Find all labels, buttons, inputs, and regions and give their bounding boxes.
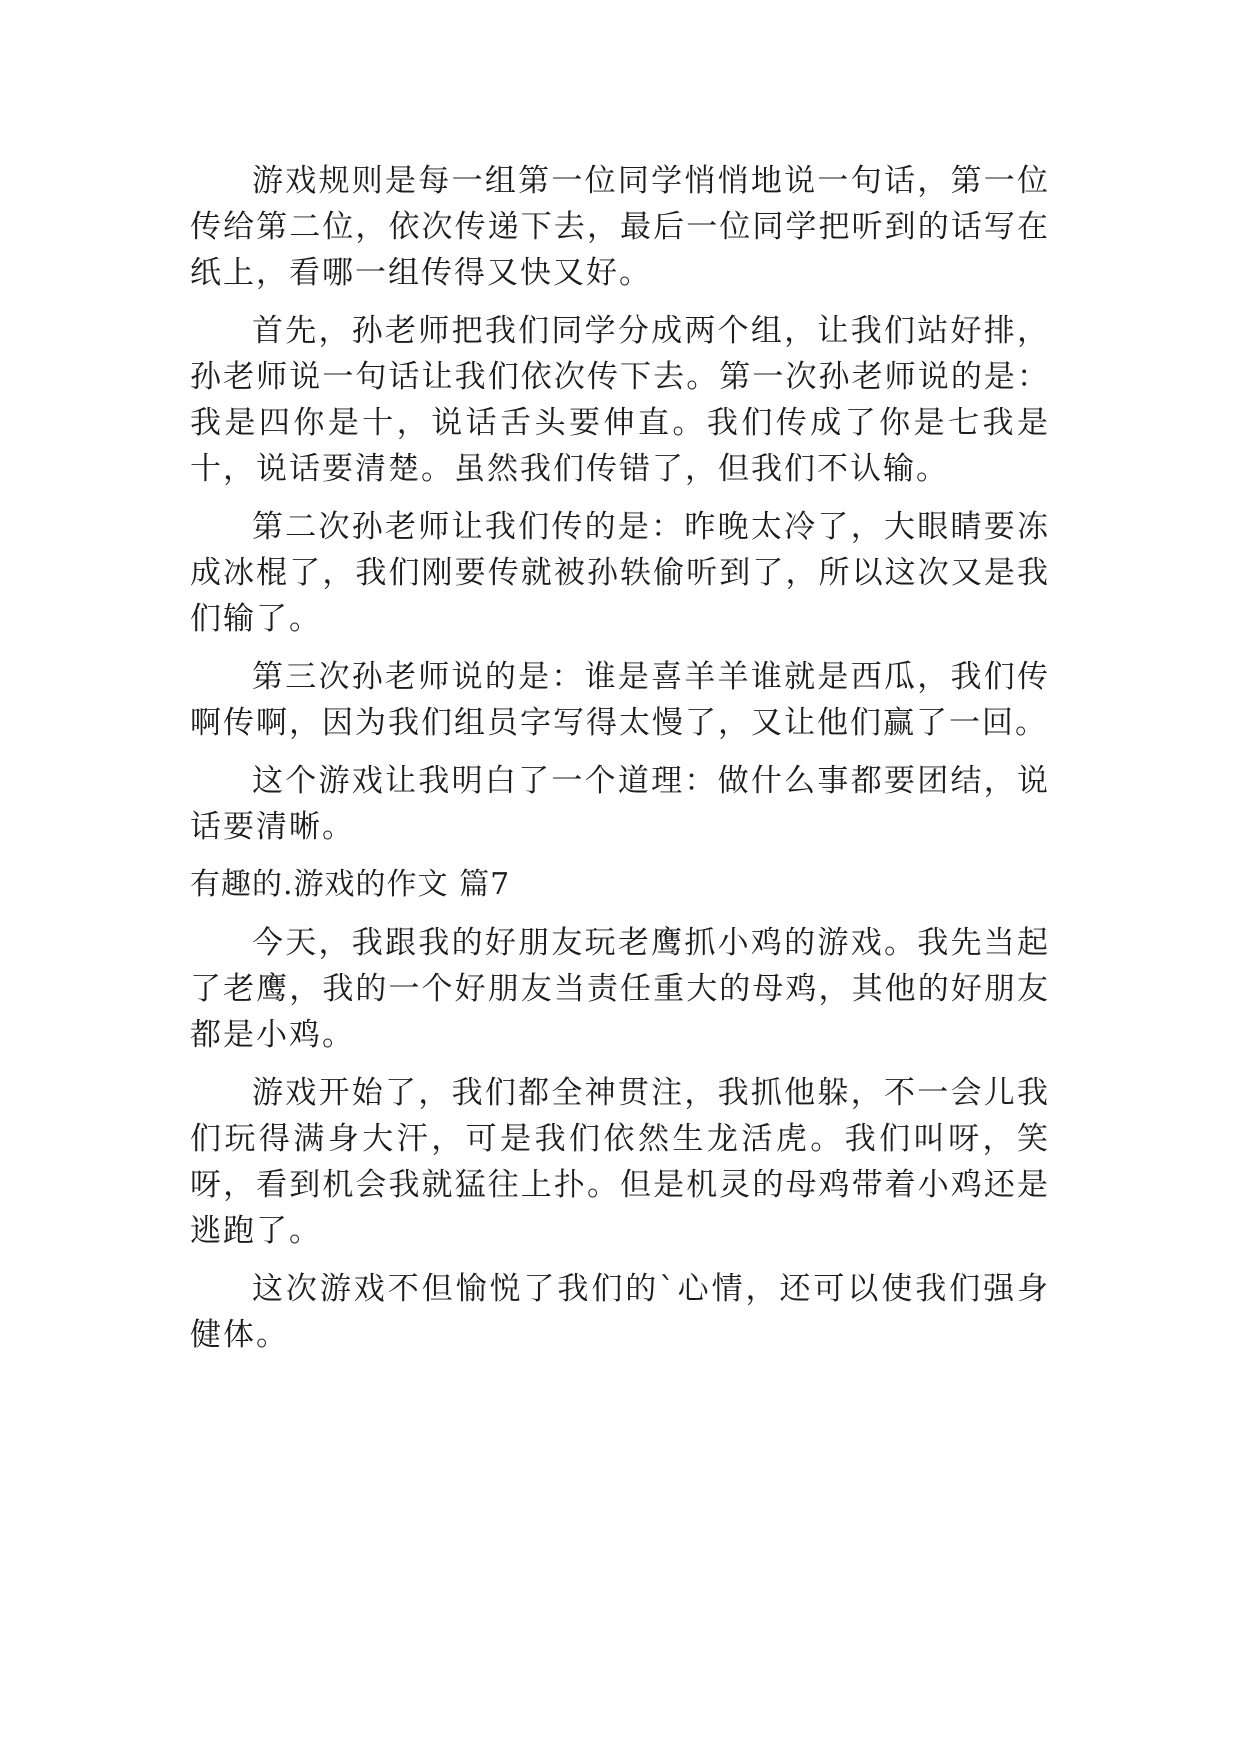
document-body	[190, 158, 1050, 1370]
paragraph-first-round: 首先，孙老师把我们同学分成两个组，让我们站好排，孙老师说一句话让我们依次传下去。第一次孙老师说的是：我是四你是十，说话舌头要伸直。我们传成了你是七我是十，说话要清楚。虽然我们传错了，但我们不认输。	[190, 313, 1050, 487]
paragraph-game: 游戏开始了，我们都全神贯注，我抓他躲，不一会儿我们玩得满身大汗，可是我们依然生龙活虎。我们叫呀，笑呀，看到机会我就猛往上扑。但是机灵的母鸡带着小鸡还是逃跑了。	[190, 1075, 1050, 1249]
section-heading: 有趣的.游戏的作文 篇7	[190, 867, 511, 902]
paragraph-rules: 游戏规则是每一组第一位同学悄悄地说一句话，第一位传给第二位，依次传递下去，最后一位同学把听到的话写在纸上，看哪一组传得又快又好。	[190, 163, 1050, 291]
paragraph-intro: 今天，我跟我的好朋友玩老鹰抓小鸡的游戏。我先当起了老鹰，我的一个好朋友当责任重大的母鸡，其他的好朋友都是小鸡。	[190, 925, 1050, 1053]
paragraph-third-round: 第三次孙老师说的是：谁是喜羊羊谁就是西瓜，我们传啊传啊，因为我们组员字写得太慢了，又让他们赢了一回。	[190, 659, 1050, 741]
paragraph-conclusion: 这次游戏不但愉悦了我们的`心情，还可以使我们强身健体。	[190, 1271, 1050, 1353]
paragraph-second-round: 第二次孙老师让我们传的是：昨晚太冷了，大眼睛要冻成冰棍了，我们刚要传就被孙轶偷听到了，所以这次又是我们输了。	[190, 509, 1050, 637]
paragraph-lesson: 这个游戏让我明白了一个道理：做什么事都要团结，说话要清晰。	[190, 763, 1050, 845]
